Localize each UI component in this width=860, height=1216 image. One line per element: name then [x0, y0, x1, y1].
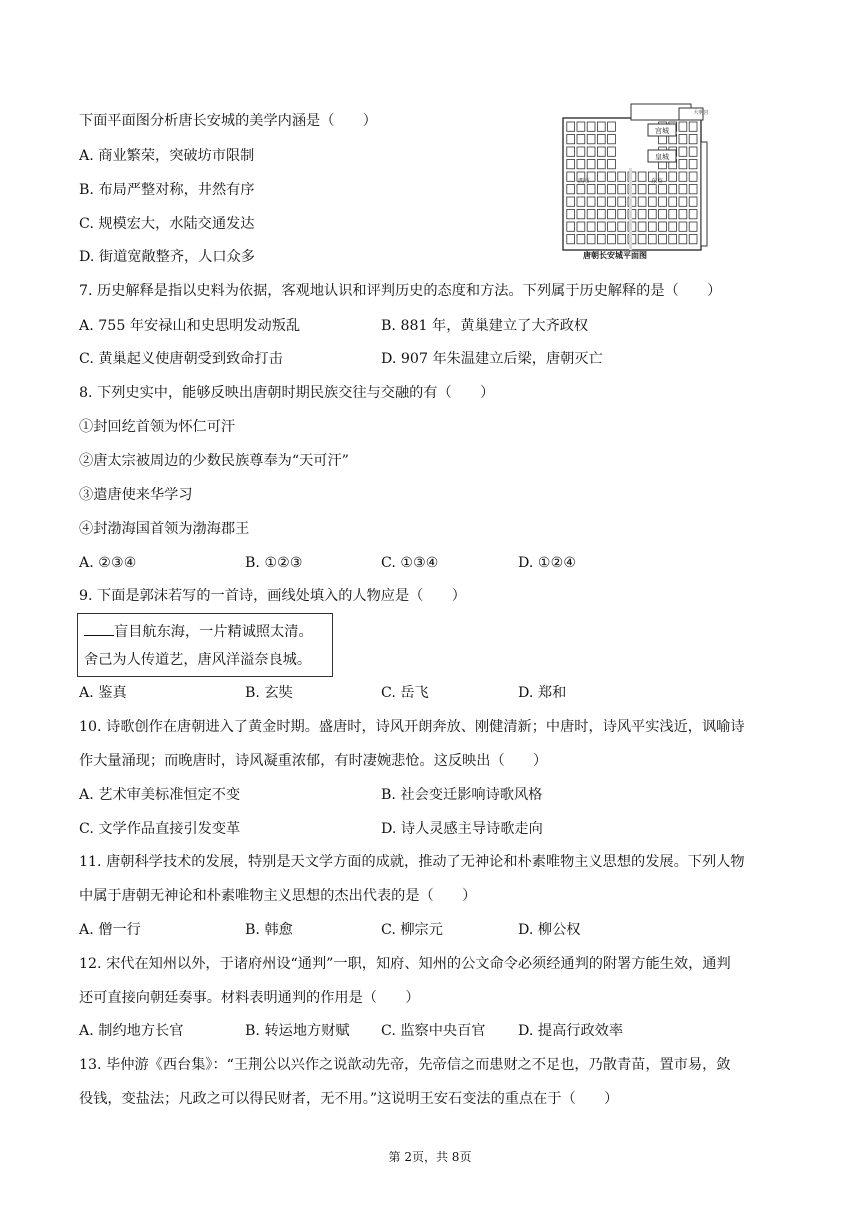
ward-block: [618, 197, 626, 206]
poem-line-1-text: 盲目航东海，一片精诚照太清。: [114, 624, 313, 640]
ward-block: [608, 160, 616, 169]
page-footer: 第 2页，共 8页: [388, 1150, 472, 1164]
q10-stem-line-1: 10. 诗歌创作在唐朝进入了黄金时期。盛唐时，诗风开朗奔放、刚健清新；中唐时，诗风平实浅近，讽喻诗: [79, 719, 745, 735]
ward-block: [567, 122, 575, 131]
ward-block: [577, 210, 585, 219]
ward-block: [608, 122, 616, 131]
q12-option-d: D. 提高行政效率: [518, 1023, 624, 1039]
ward-block: [679, 197, 687, 206]
ward-block: [587, 222, 595, 231]
ward-block: [567, 185, 575, 194]
ward-block: [567, 197, 575, 206]
q10-option-d: D. 诗人灵感主导诗歌走向: [381, 821, 543, 837]
q7-stem: 7. 历史解释是指以史料为依据，客观地认识和评判历史的态度和方法。下列属于历史解释的是（ ）: [79, 283, 722, 299]
ward-block: [567, 235, 575, 244]
ward-block: [608, 147, 616, 156]
q9-option-d: D. 郑和: [518, 685, 567, 701]
ward-block: [597, 160, 605, 169]
ward-block: [648, 235, 656, 244]
ward-block: [638, 185, 646, 194]
ward-block: [577, 135, 585, 144]
ward-block: [597, 210, 605, 219]
ward-block: [659, 235, 667, 244]
ward-block: [679, 172, 687, 181]
poem-line-1: [84, 622, 313, 641]
q12-stem-line-2: 还可直接向朝廷奏事。材料表明通判的作用是（ ）: [79, 990, 420, 1006]
ward-block: [618, 172, 626, 181]
ward-block: [689, 172, 697, 181]
ward-block: [577, 122, 585, 131]
ward-block: [608, 197, 616, 206]
ward-block: [587, 210, 595, 219]
q11-option-b: B. 韩愈: [245, 922, 293, 938]
q6-option-b: B. 布局严整对称，井然有序: [79, 182, 255, 198]
ward-block: [618, 210, 626, 219]
q7-option-a: A. 755 年安禄山和史思明发动叛乱: [79, 318, 301, 334]
ward-block: [608, 235, 616, 244]
q8-item-1: ①封回纥首领为怀仁可汗: [79, 419, 236, 435]
ward-block: [577, 185, 585, 194]
q8-item-4: ④封渤海国首领为渤海郡王: [79, 521, 250, 537]
ward-block: [618, 222, 626, 231]
ward-block: [648, 222, 656, 231]
ward-block: [587, 185, 595, 194]
q10-option-a: A. 艺术审美标准恒定不变: [79, 787, 241, 803]
ward-block: [669, 235, 677, 244]
ward-block: [638, 210, 646, 219]
q12-option-b: B. 转运地方财赋: [245, 1023, 350, 1039]
q9-option-a: A. 鉴真: [79, 685, 127, 701]
ward-block: [689, 147, 697, 156]
ward-block: [597, 122, 605, 131]
q11-stem-line-2: 中属于唐朝无神论和朴素唯物主义思想的杰出代表的是（ ）: [79, 888, 477, 904]
q11-option-d: D. 柳公权: [518, 922, 581, 938]
q8-option-a: A. ②③④: [79, 555, 137, 571]
ward-block: [659, 222, 667, 231]
q6-option-a: A. 商业繁荣，突破坊市限制: [79, 148, 255, 164]
ward-block: [608, 210, 616, 219]
q7-option-c: C. 黄巢起义使唐朝受到致命打击: [79, 351, 283, 367]
daming-palace-label: 大明宫: [693, 110, 709, 116]
q10-stem-line-2: 作大量涌现；而晚唐时，诗风凝重浓郁，有时凄婉悲怆。这反映出（ ）: [79, 753, 548, 769]
central-avenue: [629, 168, 632, 250]
ward-block: [567, 222, 575, 231]
map-caption: 唐朝长安城平面图: [583, 250, 647, 260]
ward-block: [597, 172, 605, 181]
ward-block: [597, 135, 605, 144]
q8-item-2: ②唐太宗被周边的少数民族尊奉为“天可汗”: [79, 453, 349, 469]
ward-block: [669, 185, 677, 194]
ward-block: [577, 222, 585, 231]
ward-block: [577, 147, 585, 156]
imperial-label: 皇城: [655, 153, 669, 161]
ward-block: [577, 235, 585, 244]
q8-option-c: C. ①③④: [381, 555, 439, 571]
q11-option-a: A. 僧一行: [79, 922, 141, 938]
q7-option-d: D. 907 年朱温建立后梁，唐朝灭亡: [381, 351, 603, 367]
q10-option-b: B. 社会变迁影响诗歌风格: [381, 787, 543, 803]
ward-block: [659, 185, 667, 194]
ward-block: [679, 185, 687, 194]
ward-block: [597, 222, 605, 231]
q7-option-b: B. 881 年，黄巢建立了大齐政权: [381, 318, 589, 334]
palace-label: 宫城: [655, 127, 669, 135]
ward-block: [689, 210, 697, 219]
ward-block: [638, 222, 646, 231]
ward-block: [577, 197, 585, 206]
ward-block: [587, 122, 595, 131]
q12-stem-line-1: 12. 宋代在知州以外，于诸府州设“通判”一职，知府、知州的公文命令必须经通判的附署方能生效，通判: [79, 956, 731, 972]
ward-block: [669, 210, 677, 219]
map-grid: [563, 104, 707, 250]
ward-block: [679, 135, 687, 144]
q13-stem-line-1: 13. 毕仲游《西台集》：“王荆公以兴作之说歆动先帝，先帝信之而患财之不足也，乃散青苗，置市易，敛: [79, 1057, 731, 1073]
q6-stem: 下面平面图分析唐长安城的美学内涵是（ ）: [79, 113, 377, 129]
ward-block: [567, 160, 575, 169]
ward-block: [679, 160, 687, 169]
ward-block: [608, 135, 616, 144]
q10-option-c: C. 文学作品直接引发变革: [79, 821, 241, 837]
q13-stem-line-2: 役钱，变盐法；凡政之可以得民财者，无不用。”这说明王安石变法的重点在于（ ）: [79, 1091, 619, 1107]
ward-block: [659, 197, 667, 206]
west-market-label: 西市: [577, 178, 591, 185]
ward-block: [689, 135, 697, 144]
q8-option-b: B. ①②③: [245, 555, 303, 571]
ward-block: [567, 147, 575, 156]
q8-stem: 8. 下列史实中，能够反映出唐朝时期民族交往与交融的有（ ）: [79, 385, 495, 401]
ward-block: [648, 197, 656, 206]
ward-block: [618, 185, 626, 194]
poem-line-2: 舍己为人传道艺，唐风洋溢奈良城。: [84, 652, 312, 668]
ward-block: [689, 185, 697, 194]
ward-block: [587, 135, 595, 144]
q12-option-c: C. 监察中央百官: [381, 1023, 486, 1039]
q6-option-d: D. 街道宽敞整齐，人口众多: [79, 249, 255, 265]
ward-block: [587, 160, 595, 169]
ward-block: [567, 210, 575, 219]
poem-box: [77, 613, 333, 677]
ward-block: [689, 197, 697, 206]
ward-block: [669, 197, 677, 206]
ward-block: [567, 135, 575, 144]
ward-block: [567, 172, 575, 181]
ward-block: [659, 210, 667, 219]
ward-block: [608, 172, 616, 181]
ward-block: [597, 197, 605, 206]
chang-an-city-map: [553, 102, 778, 262]
q6-option-c: C. 规模宏大，水陆交通发达: [79, 216, 255, 232]
q9-stem: 9. 下面是郭沫若写的一首诗，画线处填入的人物应是（ ）: [79, 588, 466, 604]
ward-block: [679, 122, 687, 131]
ward-block: [689, 160, 697, 169]
ward-block: [608, 185, 616, 194]
east-market-label: 东市: [650, 178, 664, 185]
ward-block: [679, 235, 687, 244]
q12-option-a: A. 制约地方长官: [79, 1023, 184, 1039]
ward-block: [597, 147, 605, 156]
ward-block: [638, 235, 646, 244]
ward-block: [618, 235, 626, 244]
q8-option-d: D. ①②④: [518, 555, 577, 571]
ward-block: [648, 210, 656, 219]
poem-blank: [84, 622, 114, 636]
ward-block: [669, 222, 677, 231]
ward-block: [679, 147, 687, 156]
ward-block: [587, 197, 595, 206]
ward-block: [597, 235, 605, 244]
q9-option-c: C. 岳飞: [381, 685, 429, 701]
ward-block: [679, 222, 687, 231]
q11-stem-line-1: 11. 唐朝科学技术的发展，特别是天文学方面的成就，推动了无神论和朴素唯物主义思想的发展。下列人物: [79, 854, 745, 870]
ward-block: [638, 172, 646, 181]
q9-option-b: B. 玄奘: [245, 685, 293, 701]
ward-block: [638, 197, 646, 206]
ward-block: [587, 235, 595, 244]
ward-block: [597, 185, 605, 194]
ward-block: [689, 222, 697, 231]
q11-option-c: C. 柳宗元: [381, 922, 443, 938]
ward-block: [669, 172, 677, 181]
ward-block: [587, 147, 595, 156]
ward-block: [577, 160, 585, 169]
ward-block: [679, 210, 687, 219]
east-wall-extension: [701, 142, 707, 246]
ward-block: [648, 185, 656, 194]
q8-item-3: ③遣唐使来华学习: [79, 487, 193, 503]
ward-block: [689, 235, 697, 244]
ward-block: [608, 222, 616, 231]
ward-block: [689, 122, 697, 131]
